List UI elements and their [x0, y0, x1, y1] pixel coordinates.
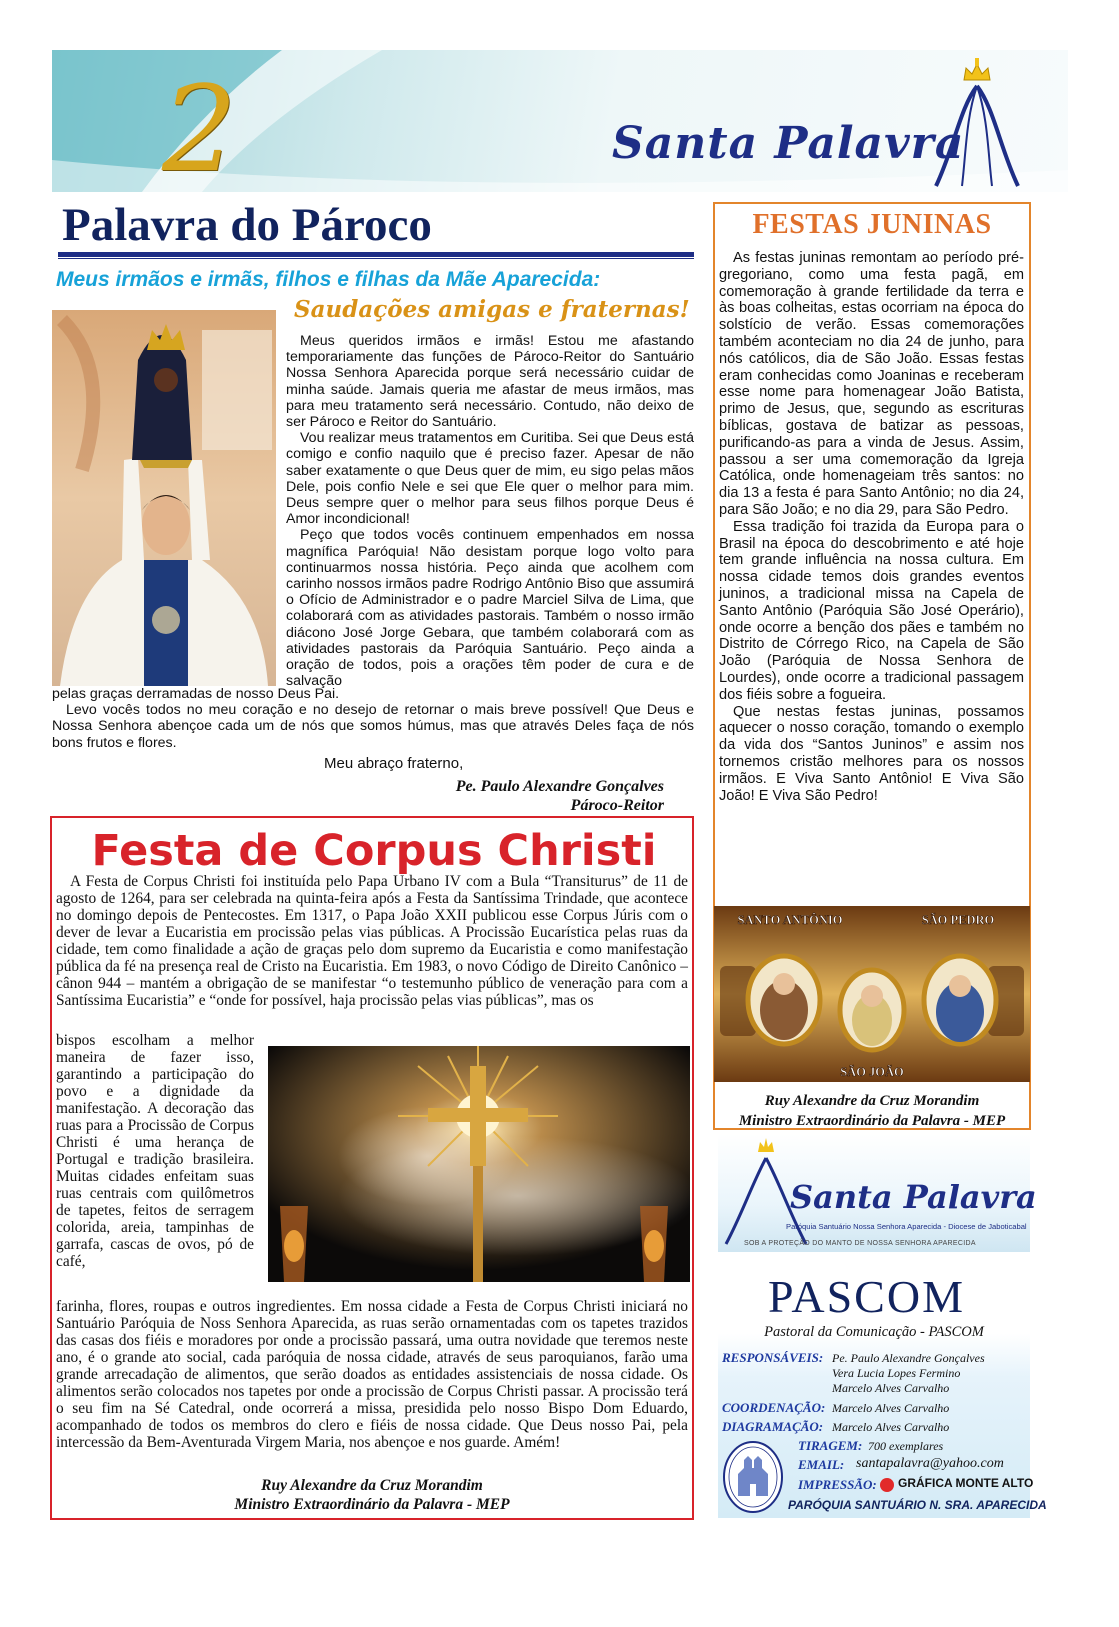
corpus-christi-title: Festa de Corpus Christi — [91, 826, 657, 876]
priest-photo — [52, 310, 276, 686]
corpus-signature — [56, 1476, 688, 1514]
credit-label: COORDENAÇÃO: — [722, 1400, 826, 1415]
saints-image — [714, 906, 1030, 1082]
credit-value: Marcelo Alves Carvalho — [832, 1401, 950, 1415]
credit-value: 700 exemplares — [868, 1439, 944, 1453]
pascom-subtitle: Pastoral da Comunicação - PASCOM — [764, 1324, 984, 1340]
credit-label: TIRAGEM: — [798, 1438, 863, 1453]
church-seal-icon — [722, 1440, 784, 1514]
saint-label: SÃO JOÃO — [840, 1065, 904, 1079]
credit-value: Vera Lucia Lopes Fermino — [832, 1366, 961, 1380]
title-underline — [58, 252, 694, 257]
printer-name: GRÁFICA MONTE ALTO — [898, 1476, 1034, 1490]
saint-label: SANTO ANTÔNIO — [737, 913, 843, 927]
corpus-paragraph: bispos escolham a melhor maneira de fazer isso, garantindo a participação do povo e a dignidade da manifestação. A decoração das ruas para a Procissão de Corpus Christi é uma herança de Portugal e tradição brasileira. Muitas cidades enfeitam suas ruas centrais com quilômetros de tapetes, feitos de serragem colorida, areia, tampinhas de garrafa, cascas de ovos, pó de café, — [56, 1032, 254, 1270]
signature-name: Pe. Paulo Alexandre Gonçalves — [455, 778, 664, 795]
juninas-signature — [713, 1091, 1031, 1131]
brand-title: Santa Palavra — [612, 118, 965, 169]
paroco-body — [286, 333, 694, 689]
paroco-paragraph: Vou realizar meus tratamentos em Curitiba. Sei que Deus está comigo e confio naquilo que é preciso fazer. Apesar de não saber exatamente o que Deus quer de mim, eu sigo pelas mãos Dele, pois confio Nele e sei que Ele quer o melhor para mim. Deus sempre quer o melhor para seus filhos porque Deus é Amor incondicional! — [286, 430, 694, 528]
corpus-paragraph: farinha, flores, roupas e outros ingredientes. Em nossa cidade a Festa de Corpus Christi iniciará no Santuário Paróquia de Noss Senhora Aparecida, as ruas serão ornamentadas com os tapetes trazidos das casas dos fiéis e moradores por onde a procissão passará, uma outra novidade que teremos neste ano, é o grande ato social, cada paróquia de nossa cidade, através de seus paroquianos, farão uma grande arrecadação de alimentos, que serão doados as entidades assistenciais de nossa cidade. Os alimentos serão colocados nos tapetes por onde a procissão de Corpus Christi passar. A procissão terá o seu fim na Sé Catedral, onde ocorrerá a missa, presidida pelo nosso Bispo Dom Eduardo, acompanhado de todos os membros do clero e fiéis de nossa cidade. Que Deus nosso Pai, pela intercessão da Bem-Aventurada Virgem Maria, nos abençoe e nos guarde. Amém! — [56, 1298, 688, 1451]
our-lady-mantle-icon — [932, 58, 1022, 188]
paroco-paragraph: Peço que todos vocês continuem empenhados em nossa magnífica Paróquia! Não desistam porque logo volto para continuarmos nossa história. Peço ainda que acolhem com carinho nossos irmãos padre Rodrigo Antônio Biso que assumirá o Ofício de Administrador e o padre Marciel Silva de Lima, que colaborará com as atividades pastorais. Também o nosso irmão diácono José Jorge Gebara, que também colaborará com as atividades pastorais da Paróquia Santuário. Peço ainda a oração de todos, pois a orações têm poder de cura e de salvação — [286, 527, 694, 690]
festas-juninas-body — [719, 250, 1024, 804]
signature-name: Ruy Alexandre da Cruz Morandim — [764, 1093, 980, 1109]
paroco-closing: Meu abraço fraterno, — [324, 755, 464, 772]
credit-email: santapalavra@yahoo.com — [856, 1456, 1004, 1471]
signature-role: Ministro Extraordinário da Palavra - MEP — [738, 1113, 1006, 1129]
paroco-signature — [420, 777, 664, 815]
title-underline-thin — [58, 258, 694, 259]
credit-label: EMAIL: — [798, 1457, 845, 1472]
parish-name: PARÓQUIA SANTUÁRIO N. SRA. APARECIDA — [788, 1498, 1047, 1512]
page-number: 2 — [162, 60, 238, 192]
paroco-paragraph: Levo vocês todos no meu coração e no desejo de retornar o mais breve possível! Que Deus e Nossa Senhora abençoe cada um de nós que somos húmus, mas que através Deles faça de nós bons frutos e flores. — [52, 702, 694, 751]
credit-value: Marcelo Alves Carvalho — [832, 1420, 950, 1434]
juninas-paragraph: Que nestas festas juninas, possamos aquecer o nosso coração, tomando o exemplo da vida dos “Santos Juninos” e assim nos tornemos cristão melhores para os nossos irmãos. E Viva Santo Antônio! E Viva São João! E Viva São Pedro! — [719, 703, 1024, 804]
paroco-section-title: Palavra do Pároco — [62, 199, 432, 251]
credit-label: IMPRESSÃO: — [798, 1477, 877, 1492]
monstrance-photo — [268, 1046, 690, 1282]
printer-logo-icon — [880, 1478, 894, 1492]
credit-label: DIAGRAMAÇÃO: — [722, 1419, 824, 1434]
festas-juninas-title: FESTAS JUNINAS — [752, 209, 992, 240]
juninas-paragraph: Essa tradição foi trazida da Europa para o Brasil na época do descobrimento e até hoje tem grande influência na nossa cultura. Em nossa cidade temos dois grandes eventos juninos, a tradicional missa na Capela de Santo Antônio (Paróquia São José Operário), onde ocorre a benção dos pães e também no Distrito de Córrego Rico, na Capela de São João (Paróquia de Nossa Senhora de Lourdes), onde ocorre a tradicional passagem dos fiéis sobre a fogueira. — [719, 518, 1024, 703]
juninas-paragraph: As festas juninas remontam ao período pré-gregoriano, como uma festa pagã, em comemoração à grande fertilidade da terra e às boas colheitas, estas ocorriam na época do solstício de verão. Essas comemorações também aconteciam no dia 24 de junho, para nós católicos, dia de São João. Essas festas eram conhecidas como Joaninas e receberam esse nome para homenagear João Batista, primo de Jesus, que, segundo as escrituras bíblicas, gostava de batizar as pessoas, purificando-as para a vinda de Jesus. Assim, passou a ser uma comemoração da Igreja Católica, onde homenageiam três santos: no dia 13 a festa é para Santo Antônio; no dia 24, para São João; e no dia 29, para São Pedro. — [719, 250, 1024, 518]
corpus-paragraph: A Festa de Corpus Christi foi instituída pelo Papa Urbano IV com a Bula “Transiturus” de 11 de agosto de 1264, para ser celebrada na quinta-feira após a Festa da Santíssima Trindade, que acontece no domingo depois de Pentecostes. Em 1317, o Papa João XXII publicou esse Corpus Júris com o dever de levar a Eucaristia em procissão pelas vias públicas. A Procissão Eucarística pelas ruas da cidade, tem como finalidade a ação de graças pelo dom supremo da Eucaristia e como manifestação pública da fé na presença real de Cristo na Eucaristia. Em 1983, o novo Código de Direito Canônico – cânon 944 – mantém a obrigação de se manifestar “o testemunho público de veneração para com a Santíssima Eucaristia” e “onde for possível, haja procissão pelas vias públicas”, mas os — [56, 873, 688, 1009]
credit-value: Marcelo Alves Carvalho — [832, 1381, 950, 1395]
paroco-greeting: Meus irmãos e irmãs, filhos e filhas da Mãe Aparecida: — [56, 268, 601, 291]
paroco-body-continued — [52, 686, 694, 751]
pascom-logo-text: PASCOM — [768, 1271, 965, 1322]
signature-name: Ruy Alexandre da Cruz Morandim — [261, 1477, 483, 1494]
credit-value: Pe. Paulo Alexandre Gonçalves — [832, 1351, 985, 1365]
logo-brand-title: Santa Palavra — [790, 1178, 1037, 1216]
saint-label: SÃO PEDRO — [921, 913, 995, 927]
logo-motto: SOB A PROTEÇÃO DO MANTO DE NOSSA SENHORA APARECIDA — [744, 1240, 976, 1247]
page-header — [52, 50, 1068, 192]
logo-subtitle: Paróquia Santuário Nossa Senhora Aparecida - Diocese de Jaboticabal — [786, 1222, 1027, 1231]
paroco-subtitle: Saudações amigas e fraternas! — [294, 296, 690, 323]
signature-role: Pároco-Reitor — [570, 797, 664, 814]
signature-role: Ministro Extraordinário da Palavra - MEP — [234, 1496, 510, 1513]
paroco-paragraph: pelas graças derramadas de nosso Deus Pai. — [52, 686, 340, 702]
paroco-paragraph: Meus queridos irmãos e irmãs! Estou me afastando temporariamente das funções de Pároco-Reitor do Santuário Nossa Senhora Aparecida porque será necessário cuidar de minha saúde. Jamais queria me afastar de meus irmãos, mas para meu tratamento será necessário. Contudo, não deixo de ser Pároco e Reitor do Santuário. — [286, 333, 694, 431]
credit-label: RESPONSÁVEIS: — [722, 1350, 824, 1365]
